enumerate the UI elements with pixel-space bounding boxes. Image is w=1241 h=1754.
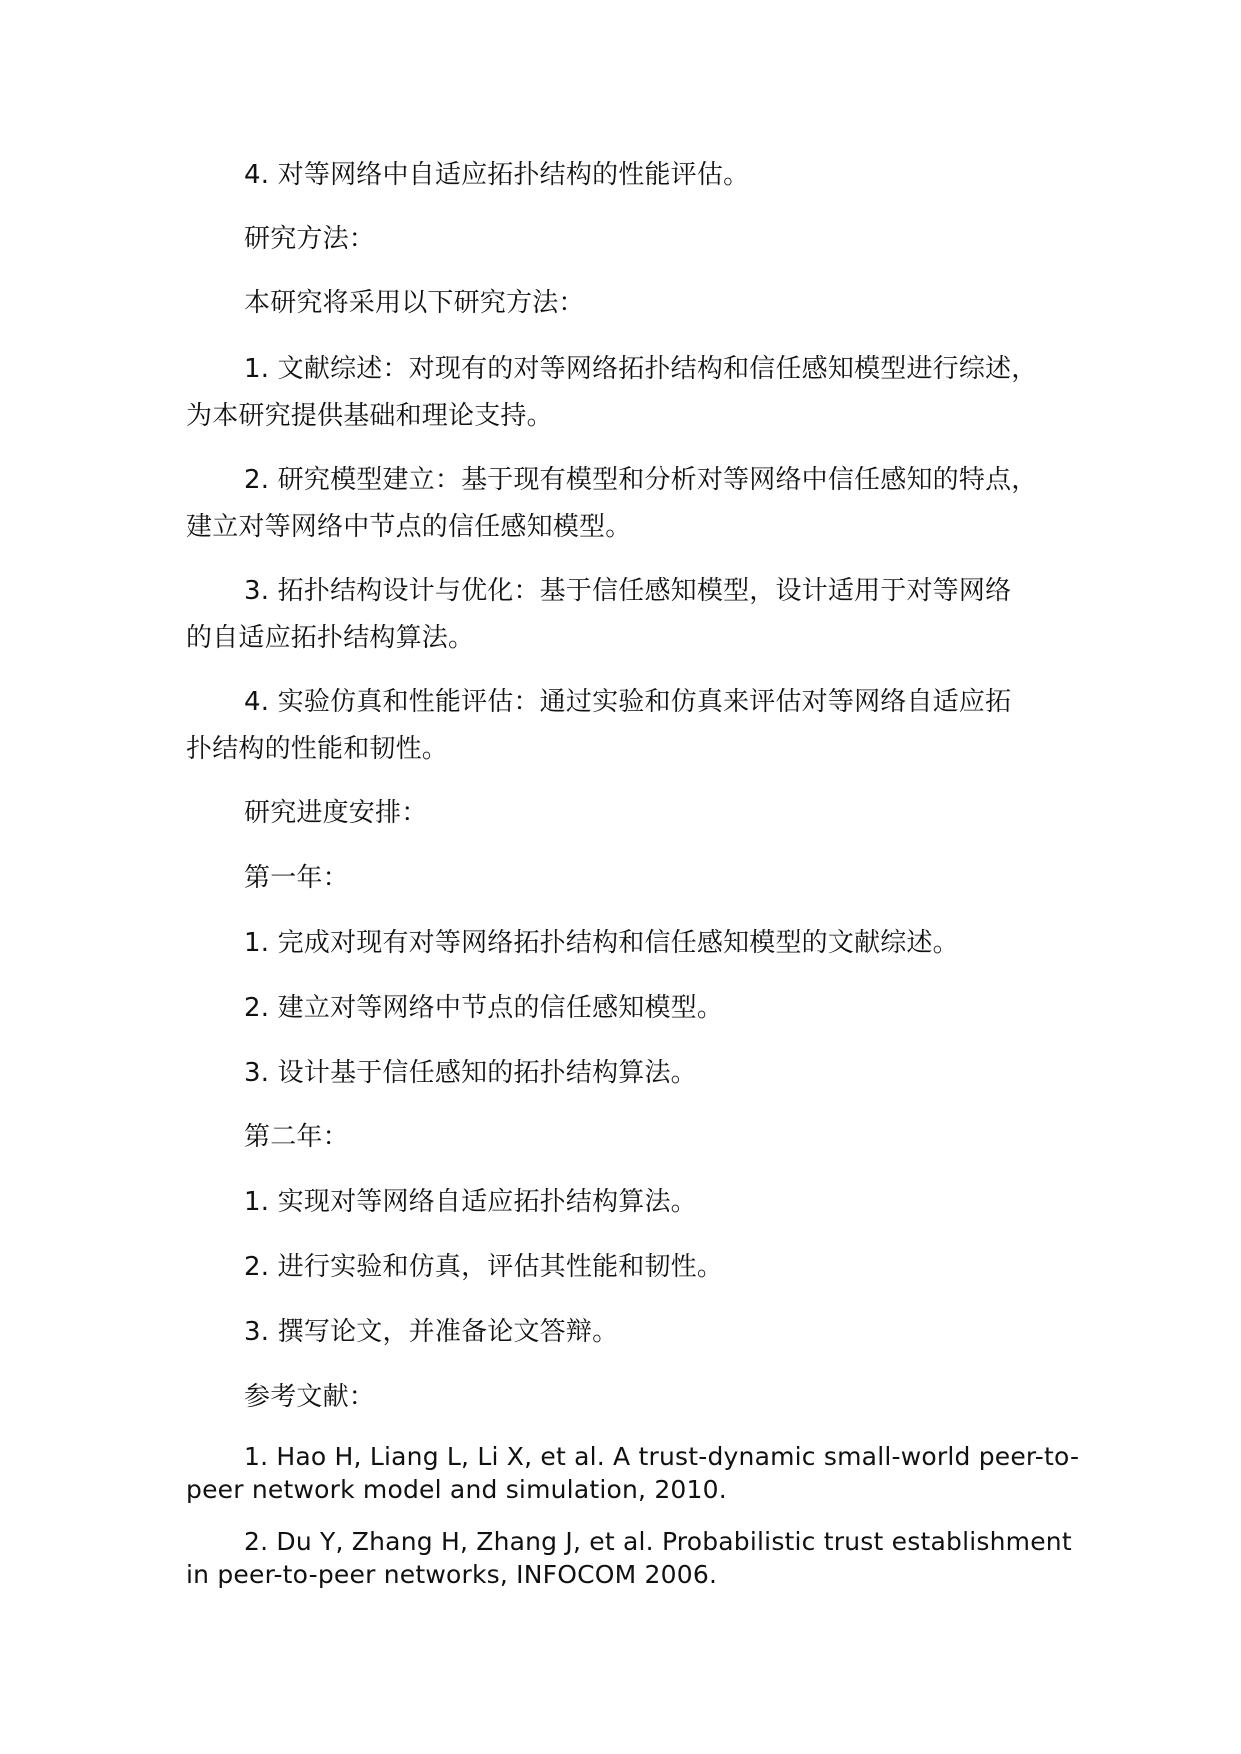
year-1-item-2: 2. 建立对等网络中节点的信任感知模型。 (244, 993, 724, 1023)
year-1-item-1: 1. 完成对现有对等网络拓扑结构和信任感知模型的文献综述。 (244, 928, 959, 958)
schedule-heading: 研究进度安排： (244, 798, 428, 828)
methods-intro: 本研究将采用以下研究方法： (244, 288, 585, 318)
reference-1-line-1: 1. Hao H, Liang L, Li X, et al. A trust-dynamic small-world peer-to- (244, 1442, 1080, 1471)
method-4-line-2: 扑结构的性能和韧性。 (186, 734, 449, 764)
method-2-line-2: 建立对等网络中节点的信任感知模型。 (186, 512, 632, 542)
method-1-line-1: 1. 文献综述：对现有的对等网络拓扑结构和信任感知模型进行综述， (244, 354, 1038, 384)
year-2-item-3: 3. 撰写论文，并准备论文答辩。 (244, 1317, 619, 1347)
reference-2-line-1: 2. Du Y, Zhang H, Zhang J, et al. Probabilistic trust establishment (244, 1527, 1072, 1556)
method-3-line-2: 的自适应拓扑结构算法。 (186, 623, 475, 653)
reference-1-line-2: peer network model and simulation, 2010. (186, 1475, 727, 1504)
methods-heading: 研究方法： (244, 224, 376, 254)
method-1-line-2: 为本研究提供基础和理论支持。 (186, 401, 553, 431)
year-1-item-3: 3. 设计基于信任感知的拓扑结构算法。 (244, 1058, 697, 1088)
year-2-item-1: 1. 实现对等网络自适应拓扑结构算法。 (244, 1187, 697, 1217)
references-heading: 参考文献： (244, 1382, 376, 1412)
reference-2-line-2: in peer-to-peer networks, INFOCOM 2006. (186, 1560, 718, 1589)
method-4-line-1: 4. 实验仿真和性能评估：通过实验和仿真来评估对等网络自适应拓 (244, 687, 1012, 717)
research-item-4: 4. 对等网络中自适应拓扑结构的性能评估。 (244, 160, 750, 190)
method-2-line-1: 2. 研究模型建立：基于现有模型和分析对等网络中信任感知的特点， (244, 465, 1038, 495)
year-1-heading: 第一年： (244, 863, 349, 893)
year-2-heading: 第二年： (244, 1122, 349, 1152)
method-3-line-1: 3. 拓扑结构设计与优化：基于信任感知模型，设计适用于对等网络 (244, 576, 1012, 606)
year-2-item-2: 2. 进行实验和仿真，评估其性能和韧性。 (244, 1252, 724, 1282)
